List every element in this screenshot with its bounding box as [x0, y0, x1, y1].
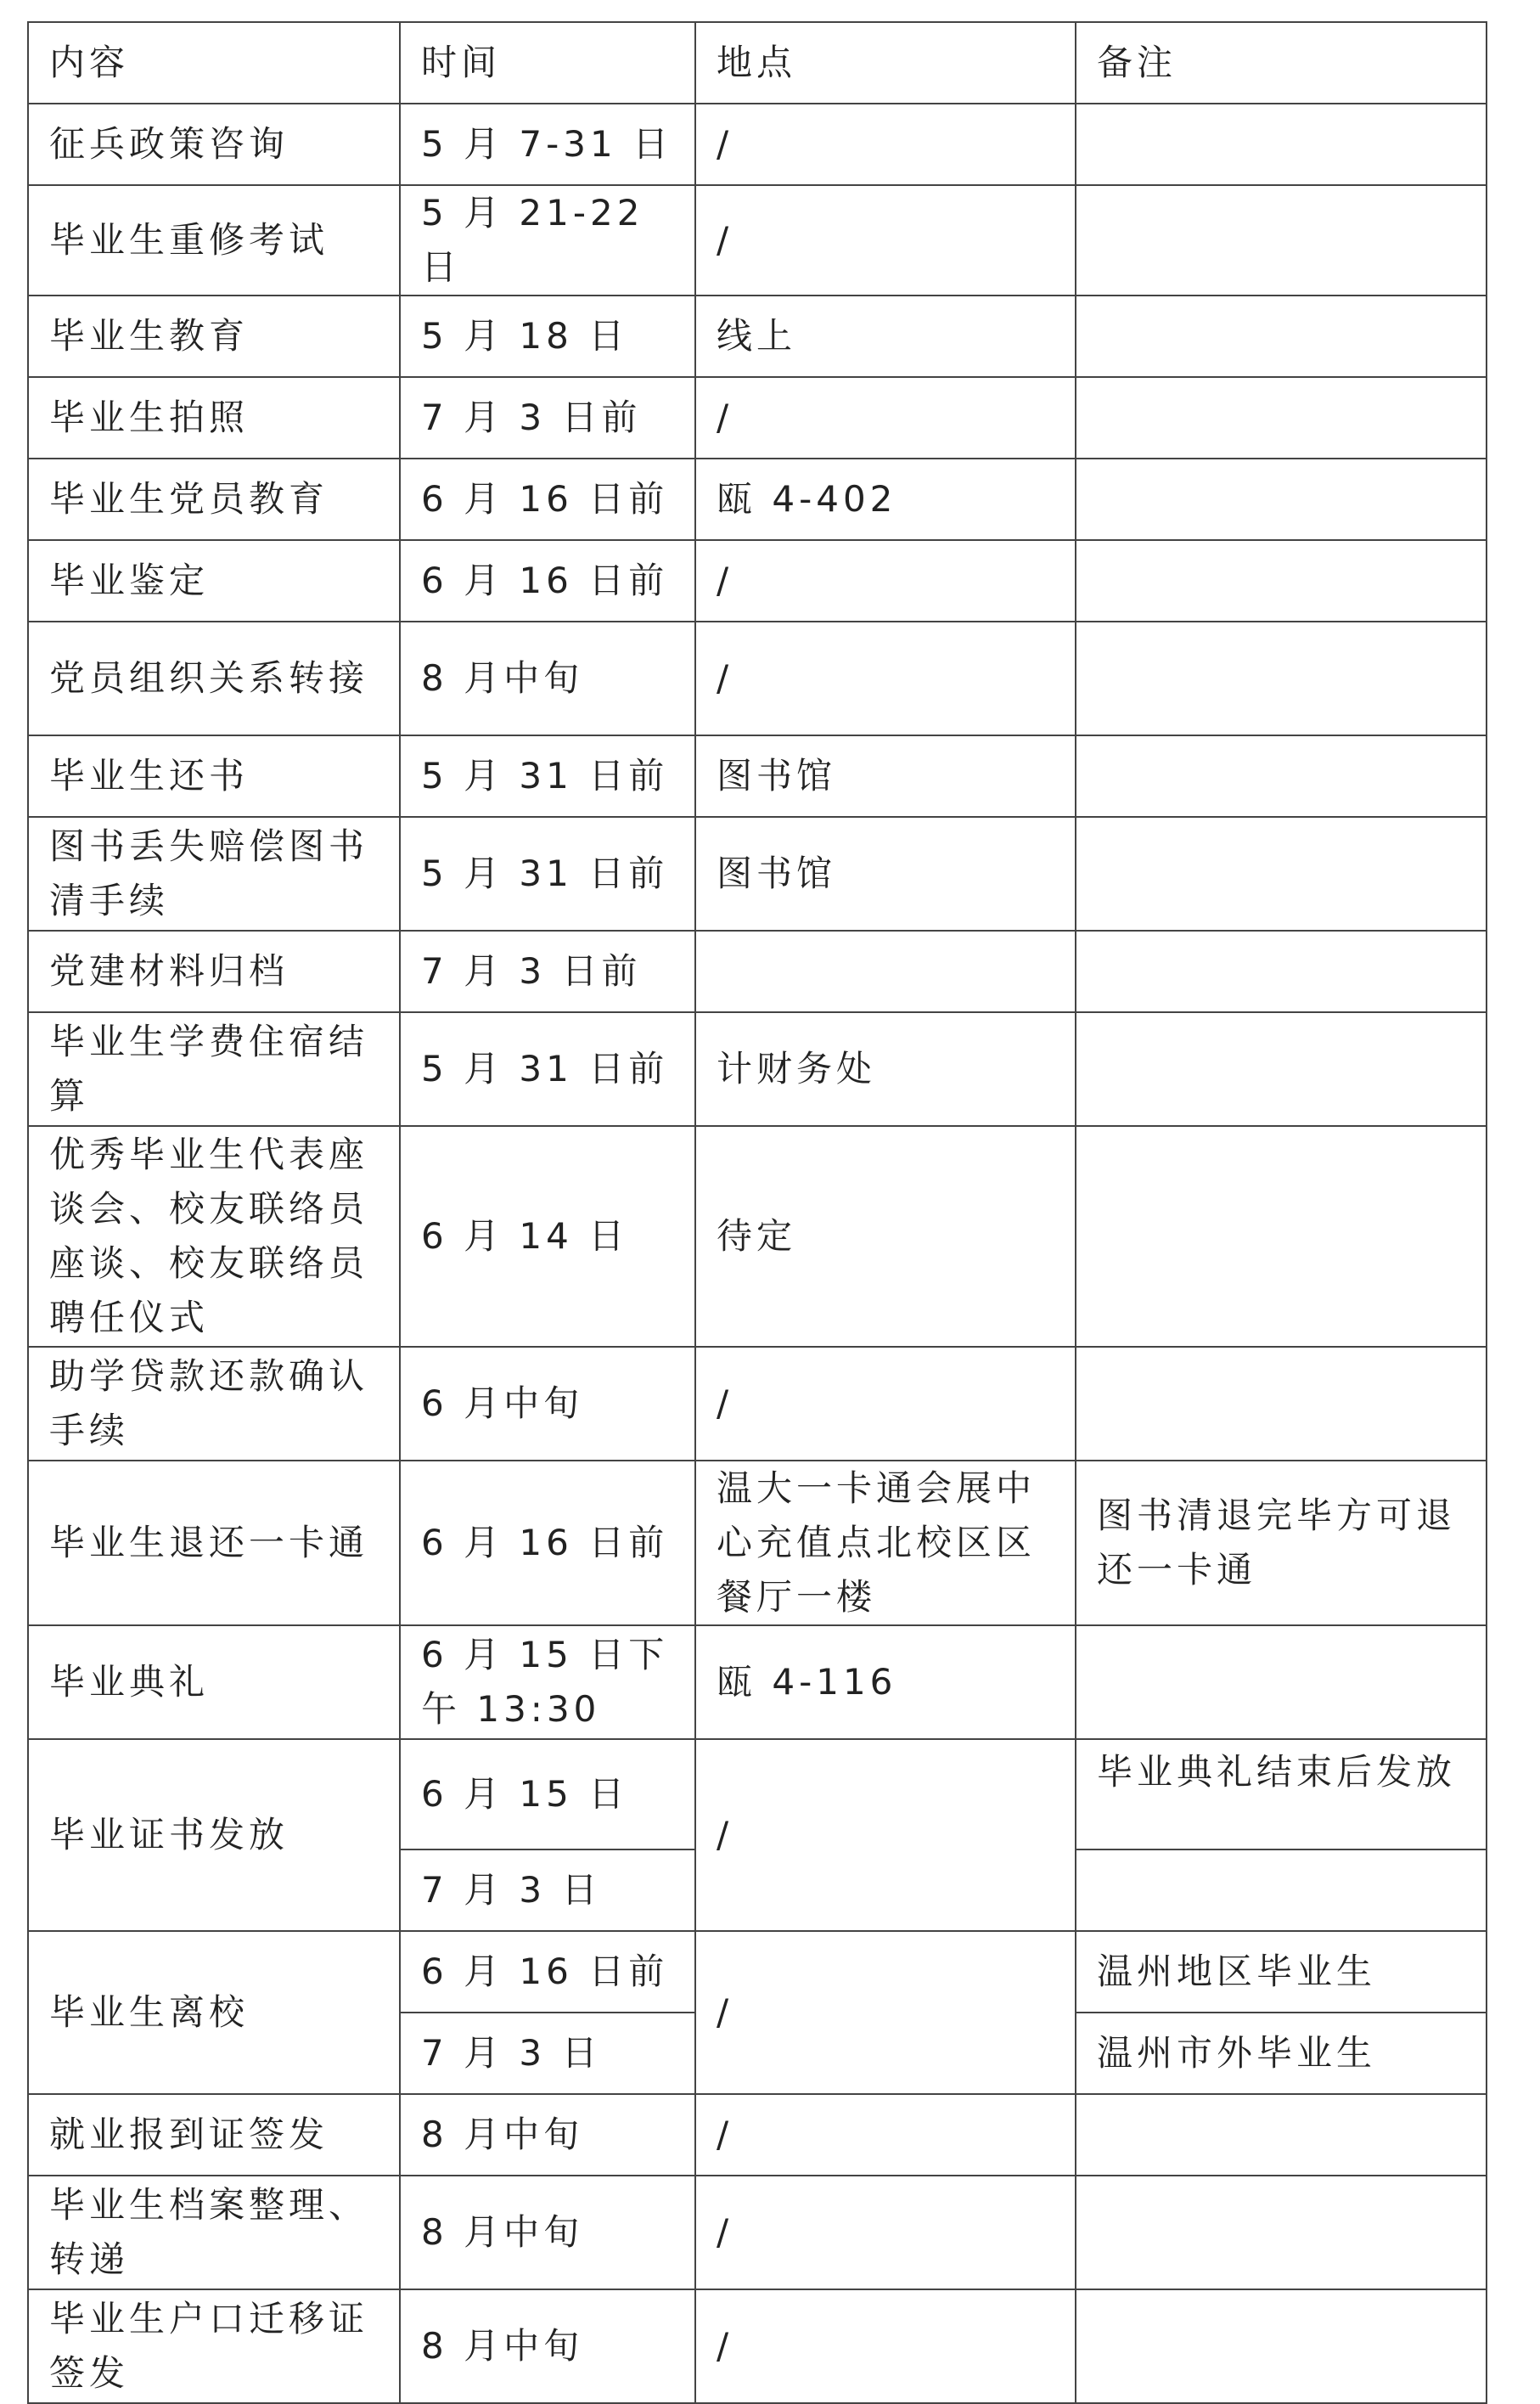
table-row: [28, 459, 1487, 540]
cell-place: /: [695, 2289, 1076, 2403]
table-row: [28, 2289, 1487, 2403]
table-row: [28, 1012, 1487, 1126]
cell-place: /: [695, 622, 1076, 735]
cell-note: [1076, 104, 1487, 185]
cell-place: /: [695, 1739, 1076, 1931]
cell-note: [1076, 2176, 1487, 2289]
cell-time: 6 月 16 日前: [400, 540, 695, 622]
table-row: [28, 1931, 1487, 2013]
cell-note: [1076, 931, 1487, 1012]
cell-note: [1076, 1347, 1487, 1461]
cell-note: 毕业典礼结束后发放: [1076, 1739, 1487, 1849]
cell-time: 7 月 3 日: [400, 1849, 695, 1931]
cell-time: 5 月 31 日前: [400, 735, 695, 817]
header-content: 内容: [28, 22, 400, 104]
cell-content: 征兵政策咨询: [28, 104, 400, 185]
cell-content: 毕业生拍照: [28, 377, 400, 459]
table-row: [28, 622, 1487, 735]
table-row: [28, 1126, 1487, 1347]
cell-place: 图书馆: [695, 735, 1076, 817]
cell-time: 5 月 18 日: [400, 296, 695, 377]
cell-time: 6 月 15 日下午 13:30: [400, 1625, 695, 1739]
cell-place: /: [695, 1931, 1076, 2094]
cell-time: 8 月中旬: [400, 2094, 695, 2176]
cell-note: [1076, 2289, 1487, 2403]
table-row: [28, 1461, 1487, 1625]
cell-time: 6 月 16 日前: [400, 459, 695, 540]
cell-time: 6 月中旬: [400, 1347, 695, 1461]
table-row: [28, 104, 1487, 185]
cell-content: 毕业生教育: [28, 296, 400, 377]
cell-content: 党建材料归档: [28, 931, 400, 1012]
cell-place: 瓯 4-402: [695, 459, 1076, 540]
cell-time: 7 月 3 日前: [400, 377, 695, 459]
cell-content: 党员组织关系转接: [28, 622, 400, 735]
cell-content: 毕业证书发放: [28, 1739, 400, 1931]
cell-time: 7 月 3 日前: [400, 931, 695, 1012]
cell-place: [695, 931, 1076, 1012]
table-row: [28, 1347, 1487, 1461]
cell-content: 毕业生退还一卡通: [28, 1461, 400, 1625]
table-row: [28, 2176, 1487, 2289]
cell-place: /: [695, 540, 1076, 622]
cell-content: 毕业典礼: [28, 1625, 400, 1739]
cell-note: [1076, 185, 1487, 296]
header-place: 地点: [695, 22, 1076, 104]
table-header-row: [28, 22, 1487, 104]
table-row: [28, 296, 1487, 377]
cell-time: 5 月 31 日前: [400, 1012, 695, 1126]
table-row: [28, 931, 1487, 1012]
cell-content: 就业报到证签发: [28, 2094, 400, 2176]
graduation-schedule-table: [27, 21, 1487, 2404]
cell-content: 毕业生户口迁移证签发: [28, 2289, 400, 2403]
table-row: [28, 377, 1487, 459]
cell-place: 线上: [695, 296, 1076, 377]
table-row: [28, 735, 1487, 817]
cell-note: [1076, 1126, 1487, 1347]
cell-content: 毕业生党员教育: [28, 459, 400, 540]
cell-time: 5 月 31 日前: [400, 817, 695, 931]
cell-note: [1076, 622, 1487, 735]
cell-note: [1076, 540, 1487, 622]
cell-content: 毕业鉴定: [28, 540, 400, 622]
cell-place: /: [695, 104, 1076, 185]
table-row: [28, 1739, 1487, 1849]
table-row: [28, 1625, 1487, 1739]
cell-content: 毕业生还书: [28, 735, 400, 817]
cell-content: 毕业生重修考试: [28, 185, 400, 296]
cell-place: /: [695, 377, 1076, 459]
cell-content: 图书丢失赔偿图书清手续: [28, 817, 400, 931]
cell-note: [1076, 296, 1487, 377]
cell-time: 6 月 16 日前: [400, 1931, 695, 2013]
cell-note: [1076, 1625, 1487, 1739]
cell-place: /: [695, 185, 1076, 296]
cell-note: [1076, 2094, 1487, 2176]
table-row: [28, 2094, 1487, 2176]
cell-time: 6 月 16 日前: [400, 1461, 695, 1625]
cell-place: /: [695, 1347, 1076, 1461]
cell-place: 计财务处: [695, 1012, 1076, 1126]
cell-content: 助学贷款还款确认手续: [28, 1347, 400, 1461]
table-row: [28, 185, 1487, 296]
cell-time: 8 月中旬: [400, 2176, 695, 2289]
cell-content: 毕业生离校: [28, 1931, 400, 2094]
cell-content: 优秀毕业生代表座谈会、校友联络员座谈、校友联络员聘任仪式: [28, 1126, 400, 1347]
cell-note: 温州地区毕业生: [1076, 1931, 1487, 2013]
cell-place: /: [695, 2094, 1076, 2176]
cell-note: [1076, 817, 1487, 931]
cell-time: 8 月中旬: [400, 2289, 695, 2403]
cell-note: 温州市外毕业生: [1076, 2013, 1487, 2094]
header-note: 备注: [1076, 22, 1487, 104]
cell-content: 毕业生学费住宿结算: [28, 1012, 400, 1126]
cell-time: 5 月 21-22 日: [400, 185, 695, 296]
header-time: 时间: [400, 22, 695, 104]
table-row: [28, 540, 1487, 622]
cell-time: 7 月 3 日: [400, 2013, 695, 2094]
cell-note: [1076, 735, 1487, 817]
table-row: [28, 817, 1487, 931]
cell-place: 待定: [695, 1126, 1076, 1347]
cell-content: 毕业生档案整理、转递: [28, 2176, 400, 2289]
cell-note: [1076, 1849, 1487, 1931]
cell-note: [1076, 459, 1487, 540]
cell-place: 瓯 4-116: [695, 1625, 1076, 1739]
cell-note: [1076, 377, 1487, 459]
cell-place: 温大一卡通会展中心充值点北校区区餐厅一楼: [695, 1461, 1076, 1625]
cell-time: 6 月 15 日: [400, 1739, 695, 1849]
cell-place: /: [695, 2176, 1076, 2289]
cell-time: 6 月 14 日: [400, 1126, 695, 1347]
cell-time: 8 月中旬: [400, 622, 695, 735]
cell-place: 图书馆: [695, 817, 1076, 931]
cell-note: [1076, 1012, 1487, 1126]
cell-time: 5 月 7-31 日: [400, 104, 695, 185]
cell-note: 图书清退完毕方可退还一卡通: [1076, 1461, 1487, 1625]
